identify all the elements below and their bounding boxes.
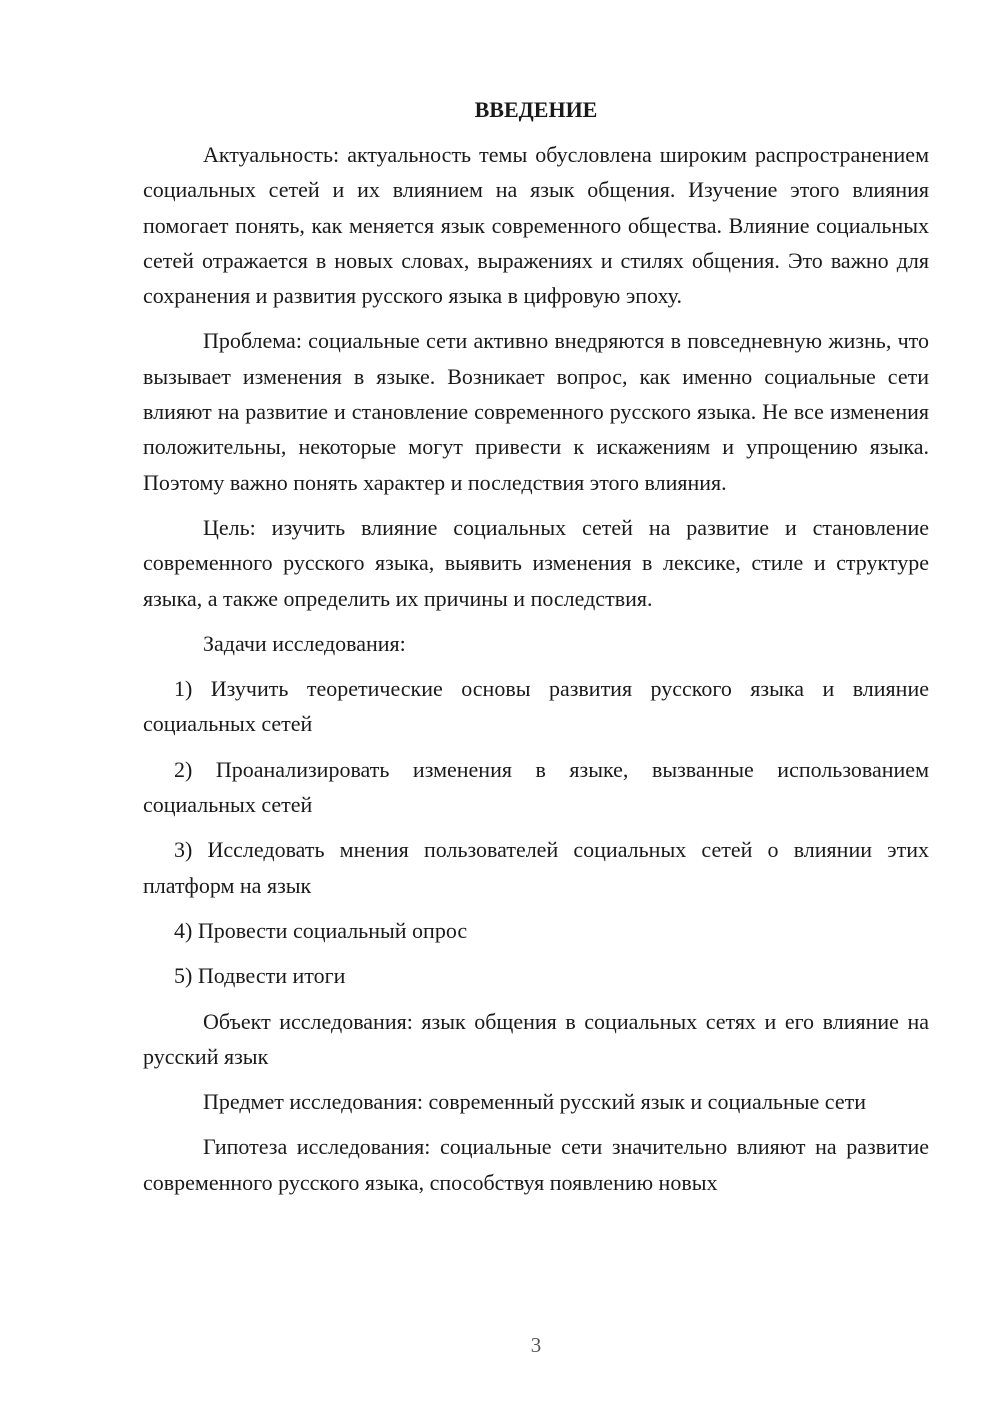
section-title: ВВЕДЕНИЕ	[474, 97, 598, 122]
hypothesis-paragraph: Гипотеза исследования: социальные сети значительно влияют на развитие современного русского языка, способствуя появлению новых	[143, 1134, 929, 1195]
goal-paragraph: Цель: изучить влияние социальных сетей на развитие и становление современного русского языка, выявить изменения в лексике, стиле и структуре языка, а также определить их причины и последствия.	[143, 514, 929, 611]
relevance-paragraph: Актуальность: актуальность темы обусловлена широким распространением социальных сетей и их влиянием на язык общения. Изучение этого влияния помогает понять, как меняется язык современного общества. Влияние социальных сетей отражается в новых словах, выражениях и стилях общения. Это важно для сохранения и развития русского языка в цифровую эпоху.	[143, 142, 929, 309]
object-paragraph: Объект исследования: язык общения в социальных сетях и его влияние на русский язык	[143, 1008, 929, 1069]
task-item-3: 3) Исследовать мнения пользователей социальных сетей о влиянии этих платформ на язык	[143, 837, 929, 898]
problem-paragraph: Проблема: социальные сети активно внедряются в повседневную жизнь, что вызывает изменения в языке. Возникает вопрос, как именно социальные сети влияют на развитие и становление современного русского языка. Не все изменения положительны, некоторые могут привести к искажениям и упрощению языка. Поэтому важно понять характер и последствия этого влияния.	[143, 328, 929, 495]
page-number: 3	[530, 1333, 542, 1357]
document-body	[143, 92, 929, 1210]
task-item-4: 4) Провести социальный опрос	[174, 917, 468, 943]
task-item-1: 1) Изучить теоретические основы развития русского языка и влияние социальных сетей	[143, 676, 929, 737]
tasks-heading: Задачи исследования:	[203, 630, 406, 656]
task-item-2: 2) Проанализировать изменения в языке, вызванные использованием социальных сетей	[143, 756, 929, 818]
subject-paragraph: Предмет исследования: современный русский язык и социальные сети	[203, 1089, 866, 1115]
task-item-5: 5) Подвести итоги	[174, 963, 346, 989]
